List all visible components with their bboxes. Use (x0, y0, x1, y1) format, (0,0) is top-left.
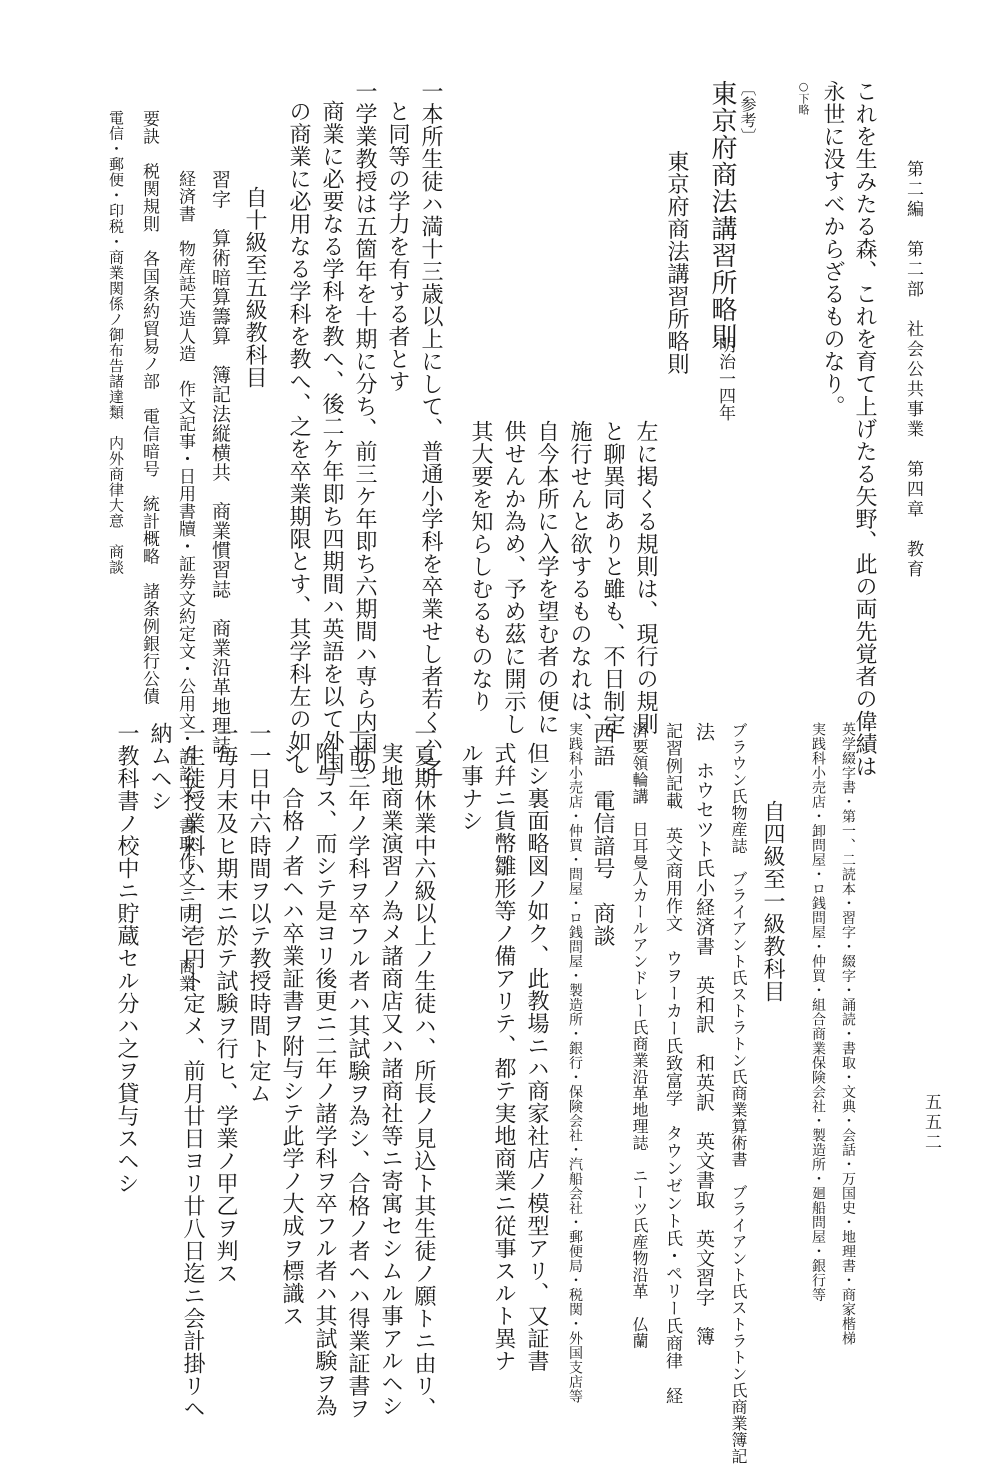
text-column: 商業に必要なる学科を教へ、後二ケ年即ち四期間ハ英語を以て外国 (319, 100, 344, 775)
text-column: 施行せんと欲するものなれは、 (567, 420, 592, 735)
text-column: 実地商業演習ノ為メ諸商店又ハ諸商社等ニ寄寓セシムル事アルヘシ (378, 742, 403, 1417)
text-column: 一毎月末及ヒ期末ニ於テ試験ヲ行ヒ、学業ノ甲乙ヲ判ス (213, 722, 238, 1285)
text-column: 左に掲くる規則は、現行の規則 (633, 420, 658, 735)
text-column: 電信・郵便・印税・商業関係ノ御布告諸達類 内外商律大意 商談 (107, 110, 125, 575)
text-column: 記習例記載 英文商用作文 ウヲーカー氏致富学 タウンゼント氏・ペリー氏商律 経 (662, 722, 682, 1405)
text-column: 供せんか為め、予め茲に開示し (501, 420, 526, 735)
text-column: 納ムヘシ (147, 722, 172, 812)
text-column: 式幷ニ貨幣雛形等ノ備アリテ、都テ実地商業ニ従事スルト異ナ (491, 742, 516, 1372)
text-column: 其大要を知らしむるものなり (468, 420, 493, 713)
text-column: 一生徒授業料ハ一月壱円ト定メ、前月廿日ヨリ廿八日迄ニ会計掛リヘ (180, 722, 205, 1420)
text-column: 実践科小売店・仲買・問屋・ロ銭問屋・製造所・銀行・保険会社・汽船会社・郵便局・税関・外国支店等 (567, 722, 583, 1404)
text-column: 一本所生徒ハ満十三歳以上にして、普通小学科を卒業せし者若くハ之 (418, 80, 443, 778)
text-column: シ、合格ノ者ヘハ卒業証書ヲ附与シテ此学ノ大成ヲ標識ス (279, 742, 304, 1327)
sankou-label: 〔参考〕 (738, 80, 757, 144)
text-column: 一前三年ノ学科ヲ卒フル者ハ其試験ヲ為シ、合格ノ者ヘハ得業証書ヲ (345, 722, 370, 1420)
text-column: 実践科小売店・卸問屋・ロ銭問屋・仲買・組合商業保険会社・製造所・廻船問屋・銀行等 (810, 722, 826, 1302)
subject-heading: 自四級至一級教科目 (760, 800, 785, 1003)
text-column: 済要領輪講 日耳曼人カールアンドレー氏商業沿革地理誌 ニーツ氏産物沿革 仏蘭 (630, 722, 649, 1349)
text-column: 一一日中六時間ヲ以テ教授時間ト定ム (246, 722, 271, 1105)
text-column: 但シ裏面略図ノ如ク、此教場ニハ商家社店ノ模型アリ、又証書 (524, 742, 549, 1372)
text-column: 経済書 物産誌天造人造 作文記事・日用書牘・証券文約定文・公用文・訴訟文 書取作文ニ同シ 商業 (175, 170, 195, 993)
running-head: 第二編 第二部 社会公共事業 第四章 教育 (903, 160, 923, 580)
text-column: 法 ホウセツト氏小経済書 英和訳 和英訳 英文書取 英文習字 簿 (693, 722, 715, 1346)
note-column: ○下略 (797, 80, 810, 115)
section-date: 明治一四年 (715, 336, 735, 421)
section-title: 東京府商法講習所略則 (707, 80, 737, 350)
text-column: 要訣 税関規則 各国条約貿易ノ部 電信暗号 統計概略 諸条例銀行公債 (139, 110, 159, 705)
text-column: 附与ス、而シテ是ヨリ後更ニ二年ノ諸学科ヲ卒フル者ハ其試験ヲ為 (312, 742, 337, 1417)
text-column: 一教科書ノ校中ニ貯蔵セル分ハ之ヲ貸与スヘシ (114, 722, 139, 1195)
text-column: の商業に必用なる学科を教へ、之を卒業期限とす、其学科左の如し (286, 100, 311, 775)
text-column: 西語 電信諳号 商談 (590, 722, 615, 947)
text-column: 習字 算術暗算籌算 簿記法縦横共 商業慣習誌 商業沿革地理誌 (209, 170, 231, 755)
text-column: ル事ナシ (458, 742, 483, 832)
text-column: 英学綴字書・第一、二読本・習字・綴字・誦読・書取・文典・会話・万国史・地理書・商家楷梯 (840, 722, 856, 1346)
text-column: と同等の学力を有する者とす (385, 100, 410, 393)
text-column: これを生みたる森、これを育て上げたる矢野、此の両先覚者の偉績は (852, 80, 877, 778)
subject-heading: 自十級至五級教科目 (242, 186, 267, 389)
text-column: と聊異同ありと雖も、不日制定 (600, 420, 625, 735)
text-column: ブラウン氏物産誌 ブライアント氏ストラトン氏商業算術書 ブライアント氏ストラトン氏商業簿記 (729, 722, 748, 1465)
page-number: 五五二 (921, 1093, 941, 1153)
text-column: 一学業教授は五箇年を十期に分ち、前三ケ年即ち六期間ハ専ら内国の (352, 80, 377, 778)
subtitle-column: 東京府商法講習所略則 (664, 150, 689, 375)
text-column: 一夏期休業中六級以上ノ生徒ハ、所長ノ見込ト其生徒ノ願トニ由リ、 (411, 722, 436, 1420)
text-column: 自今本所に入学を望む者の便に (534, 420, 559, 735)
text-column: 永世に没すべからざるものなり。 (820, 80, 845, 418)
